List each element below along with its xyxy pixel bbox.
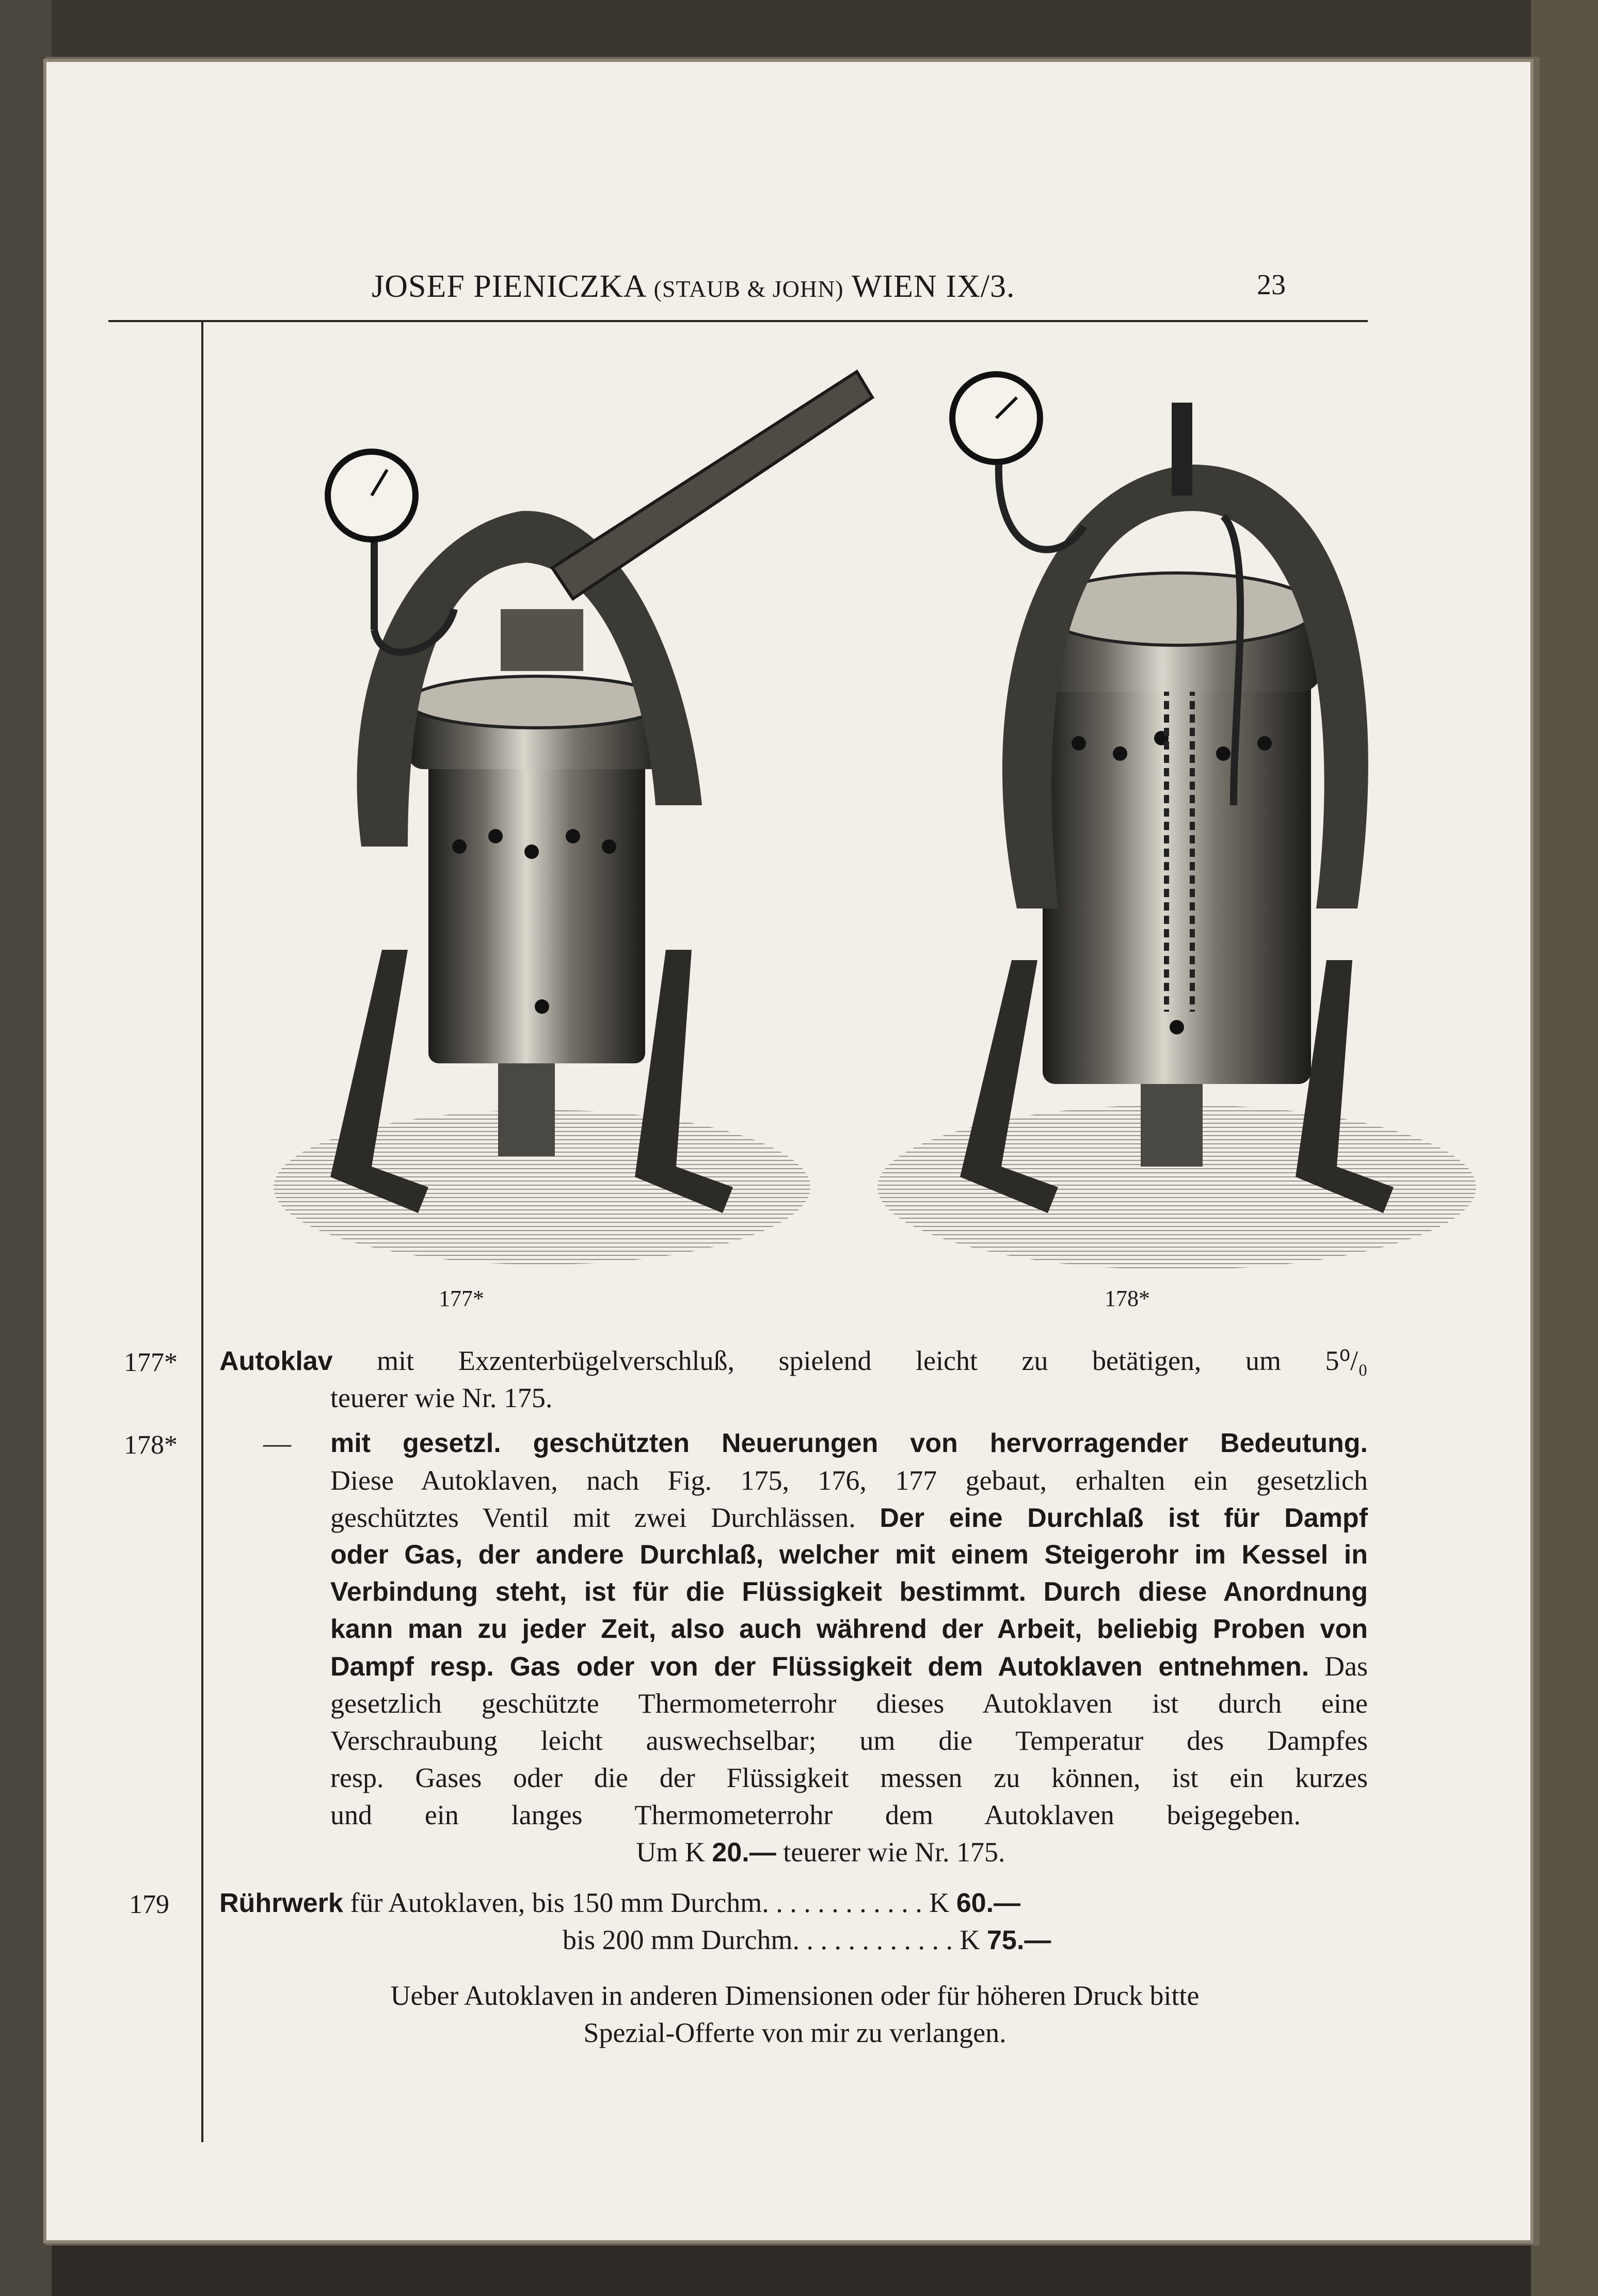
- entry-179-row1-price: 60.—: [956, 1888, 1021, 1918]
- entry-178-line2: [330, 1499, 1368, 1537]
- entry-177-description: mit Exzenterbügelverschluß, spielend leicht zu betätigen, um 5⁰/₀: [377, 1345, 1368, 1376]
- publisher-firm: (STAUB & JOHN): [653, 276, 844, 302]
- entry-178-line8: Verschraubung leicht auswechselbar; um die Temperatur des Dampfes: [330, 1725, 1368, 1756]
- entry-179-row2-dots: . . . . . . . . . . .: [806, 1924, 953, 1955]
- entry-178-line6: [330, 1648, 1368, 1685]
- entry-177-line2: teuerer wie Nr. 175.: [330, 1382, 553, 1413]
- entry-number-178: 178*: [124, 1430, 178, 1460]
- entry-179-row2: [563, 1921, 1368, 1959]
- header-rule: [108, 320, 1368, 322]
- entry-178-line10: und ein langes Thermometerrohr dem Autoklaven beigegeben.: [330, 1799, 1301, 1830]
- book-binding-right: [1531, 0, 1598, 2296]
- entry-179-row2-price: 75.—: [986, 1925, 1051, 1955]
- page-header: [46, 268, 1530, 310]
- footer-note-line1: Ueber Autoklaven in anderen Dimensionen oder für höheren Druck bitte: [390, 1980, 1200, 2011]
- page-number: 23: [1257, 269, 1286, 301]
- entry-177-line1: [219, 1342, 1368, 1380]
- autoclave-illustration-178: [862, 341, 1497, 1285]
- entry-178-line2-plain: geschütztes Ventil mit zwei Durchlässen.: [330, 1502, 856, 1533]
- publisher-city: WIEN IX/3.: [852, 269, 1015, 304]
- entry-178-line6-plain: Das: [1324, 1651, 1368, 1682]
- entry-179-row2-desc: bis 200 mm Durchm.: [563, 1924, 800, 1955]
- entry-179-row1-desc: für Autoklaven, bis 150 mm Durchm.: [350, 1887, 769, 1918]
- entry-178-line7: gesetzlich geschützte Thermometerrohr dieses Autoklaven ist durch eine: [330, 1688, 1368, 1719]
- entry-179-title: Rührwerk: [219, 1888, 343, 1918]
- footer-note-line2: Spezial-Offerte von mir zu verlangen.: [583, 2017, 1006, 2048]
- entry-179-row1-dots: . . . . . . . . . . .: [776, 1887, 922, 1918]
- entry-179-row2-currency: K: [960, 1924, 980, 1955]
- entry-179-row1: [219, 1884, 1368, 1922]
- entry-178-line5: kann man zu jeder Zeit, also auch während der Arbeit, beliebig Proben von: [330, 1614, 1368, 1644]
- entry-178-price-value: 20.—: [712, 1838, 776, 1868]
- figure-caption-178: 178*: [1105, 1286, 1150, 1311]
- entry-178-line9: resp. Gases oder die der Flüssigkeit messen zu können, ist ein kurzes: [330, 1762, 1368, 1793]
- header-title: [372, 268, 1015, 305]
- entry-178-line1: Diese Autoklaven, nach Fig. 175, 176, 177 gebaut, erhalten ein gesetzlich: [330, 1465, 1368, 1496]
- entry-178-line6-bold: Dampf resp. Gas oder von der Flüssigkeit dem Autoklaven entnehmen.: [330, 1652, 1309, 1682]
- entry-178-line2-bold: Der eine Durchlaß ist für Dampf: [880, 1503, 1368, 1533]
- entry-178-price-line: [330, 1833, 1311, 1871]
- entry-178-headline: mit gesetzl. geschützten Neuerungen von hervorragender Bedeutung.: [330, 1428, 1368, 1458]
- entry-178-price-prefix: Um K: [636, 1837, 705, 1868]
- entry-number-177: 177*: [124, 1348, 178, 1377]
- book-binding-left: [0, 0, 52, 2296]
- catalog-page: [46, 62, 1530, 2240]
- entry-178-dash: —: [263, 1428, 291, 1459]
- margin-rule: [201, 320, 203, 2142]
- publisher-name: JOSEF PIENICZKA: [372, 269, 646, 304]
- entry-178-price-suffix: teuerer wie Nr. 175.: [783, 1837, 1005, 1868]
- entry-178-line3: oder Gas, der andere Durchlaß, welcher mit einem Steigerohr im Kessel in: [330, 1540, 1368, 1570]
- figure-caption-177: 177*: [439, 1286, 484, 1311]
- entry-number-179: 179: [129, 1890, 169, 1919]
- entry-177-title: Autoklav: [219, 1346, 333, 1376]
- entry-178-line4: Verbindung steht, ist für die Flüssigkeit bestimmt. Durch diese Anordnung: [330, 1577, 1368, 1607]
- entry-179-row1-currency: K: [929, 1887, 950, 1918]
- autoclave-illustration-177: [212, 341, 893, 1285]
